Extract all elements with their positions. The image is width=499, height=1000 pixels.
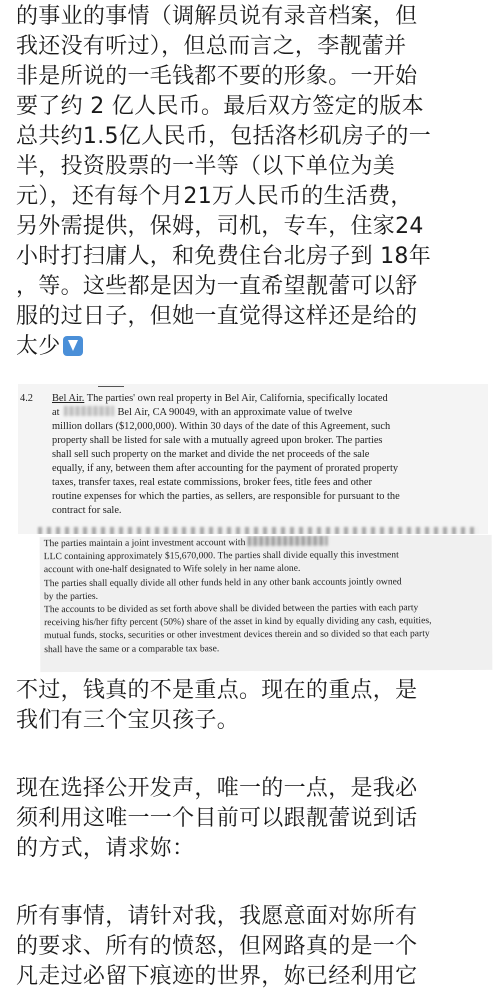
divider [98,386,124,387]
agreement-excerpt-investment [40,535,493,672]
paragraph-4 [16,902,486,992]
excerpt-line: The accounts to be divided as set forth above shall be divided between the parties with each party [44,602,419,616]
paragraph-3 [16,774,486,864]
text-line: 总共约1.5亿人民币，包括洛杉矶房子的一 [16,124,431,149]
text-line: 须利用这唯一一个目前可以跟靓蕾说到话 [16,806,418,831]
text-line: 的要求、所有的愤怒，但网路真的是一个 [16,934,418,959]
text-line: 太少 [16,334,61,359]
excerpt-line: property shall be listed for sale with a mutually agreed upon broker. The parties [52,435,383,446]
text-line: ，等。这些都是因为一直希望靓蕾可以舒 [16,274,418,299]
excerpt-line: routine expenses for which the parties, as sellers, are responsible for pursuant to the [52,491,400,502]
text-line: 另外需提供，保姆，司机，专车，住家24 [16,214,424,239]
cropped-text-edge [38,527,478,534]
excerpt-line: by the parties. [43,590,99,602]
excerpt-line [52,392,482,406]
text-line: 要了约 2 亿人民币。最后双方签定的版本 [16,94,424,119]
excerpt-line: receiving his/her fifty percent (50%) share of the asset in kind by equally dividing any cash, equities, [44,615,432,629]
text-line-last [16,332,486,362]
text-line: 小时打扫庸人，和免费住台北房子到 18年 [16,244,431,269]
agreement-excerpt-bel-air [18,384,488,534]
down-arrow-icon [63,336,83,356]
text-line: 非是所说的一毛钱都不要的形象。一开始 [16,64,418,89]
paragraph-1 [16,2,486,362]
excerpt-line: contract for sale. [52,505,122,516]
text-line: 元），还有每个月21万人民币的生活费， [16,184,413,209]
excerpt-text: at [52,407,60,418]
text-line: 我们有三个宝贝孩子。 [16,708,240,733]
excerpt-line: shall have the same or a comparable tax base. [44,642,220,655]
redacted-address [64,406,114,416]
text-line: 的事业的事情（调解员说有录音档案，但 [16,4,418,29]
text-line: 凡走过必留下痕迹的世界，妳已经利用它 [16,964,418,989]
text-line: 的方式，请求妳： [16,836,195,861]
excerpt-line [52,406,482,420]
excerpt-line: shall sell such property on the market and divide the net proceeds of the sale [52,449,370,460]
text-line: 半，投资股票的一半等（以下单位为美 [16,154,396,179]
text-line: 不过，钱真的不是重点。现在的重点，是 [16,678,418,703]
excerpt-line: The parties shall equally divide all other funds held in any other bank accounts jointly owned [43,575,402,589]
excerpt-line: equally, if any, between them after accounting for the payment of prorated property [52,463,399,474]
text-line: 所有事情，请针对我，我愿意面对妳所有 [16,904,418,929]
section-heading: Bel Air. [52,393,85,404]
section-body [52,392,482,518]
excerpt-line: mutual funds, stocks, securities or other investment devices therein and so divided so that each party [44,628,430,642]
text-line: 服的过日子，但她一直觉得这样还是给的 [16,304,418,329]
text-line: 我还没有听过），但总而言之，李靓蕾并 [16,34,407,59]
text-line: 现在选择公开发声，唯一的一点，是我必 [16,776,418,801]
excerpt-text: Bel Air, CA 90049, with an approximate value of twelve [117,407,353,418]
section-number: 4.2 [20,393,33,404]
redacted-firm-name [247,536,327,546]
excerpt-line: LLC containing approximately $15,670,000. The parties shall divide equally this investment [43,549,399,563]
excerpt-line: million dollars ($12,000,000). Within 30 days of the date of this Agreement, such [52,421,391,432]
excerpt-line: taxes, transfer taxes, real estate commissions, broker fees, title fees and other [52,477,372,488]
excerpt-line: account with one-half designated to Wife solely in her name alone. [43,563,301,576]
excerpt-text: The parties maintain a joint investment account with [43,537,246,550]
excerpt-text: The parties' own real property in Bel Air, California, specifically located [84,393,388,404]
paragraph-2 [16,676,486,736]
